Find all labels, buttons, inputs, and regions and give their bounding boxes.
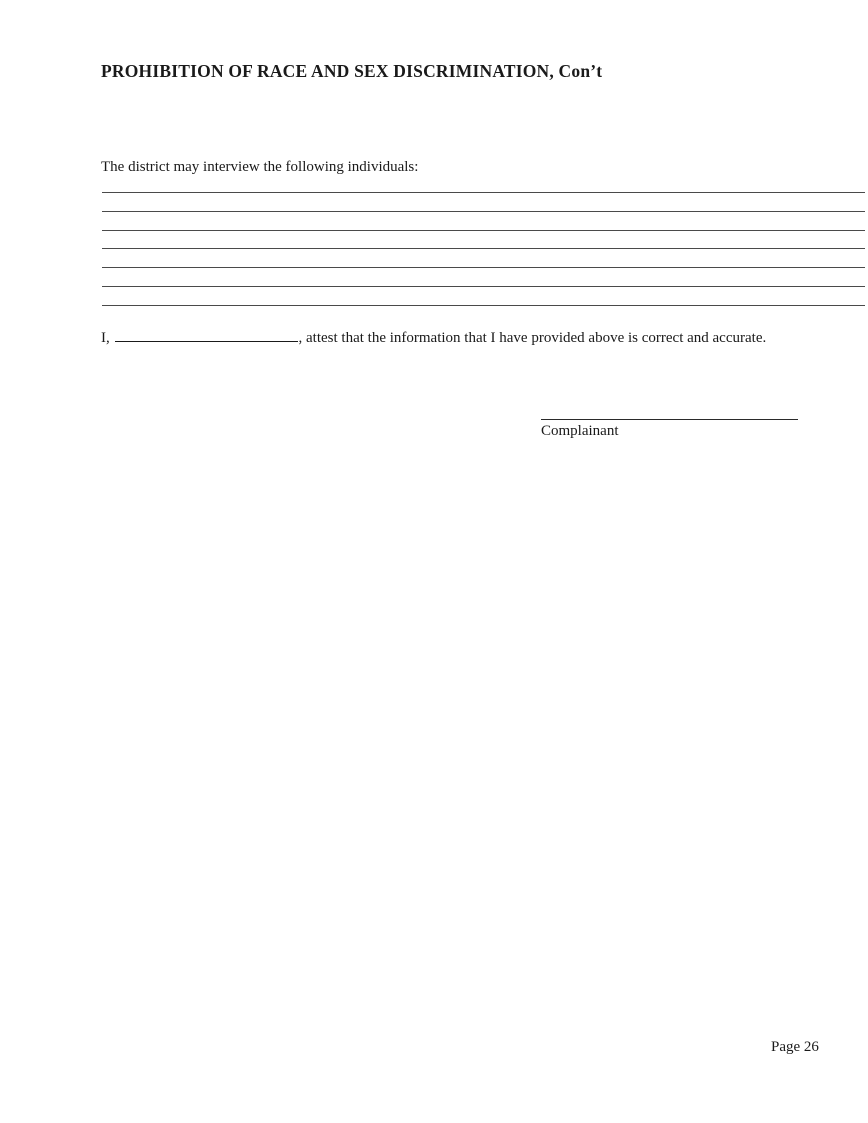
interview-intro-text: The district may interview the following individuals: [101,159,419,175]
attestation-statement [101,327,766,347]
interview-line-1[interactable] [102,192,865,193]
interview-line-2[interactable] [102,211,865,212]
interview-line-5[interactable] [102,267,865,268]
attestation-prefix: I, [101,330,110,346]
interview-line-3[interactable] [102,230,865,231]
attestation-name-blank[interactable] [115,327,298,342]
page-title: PROHIBITION OF RACE AND SEX DISCRIMINATION, Con’t [101,61,603,81]
signature-label: Complainant [541,423,619,439]
interview-lines [102,192,865,324]
page-number: Page 26 [771,1039,819,1055]
attestation-suffix: , attest that the information that I have provided above is correct and accurate. [298,330,767,346]
interview-line-7[interactable] [102,305,865,306]
interview-line-6[interactable] [102,286,865,287]
signature-line[interactable] [541,419,798,420]
interview-line-4[interactable] [102,248,865,249]
